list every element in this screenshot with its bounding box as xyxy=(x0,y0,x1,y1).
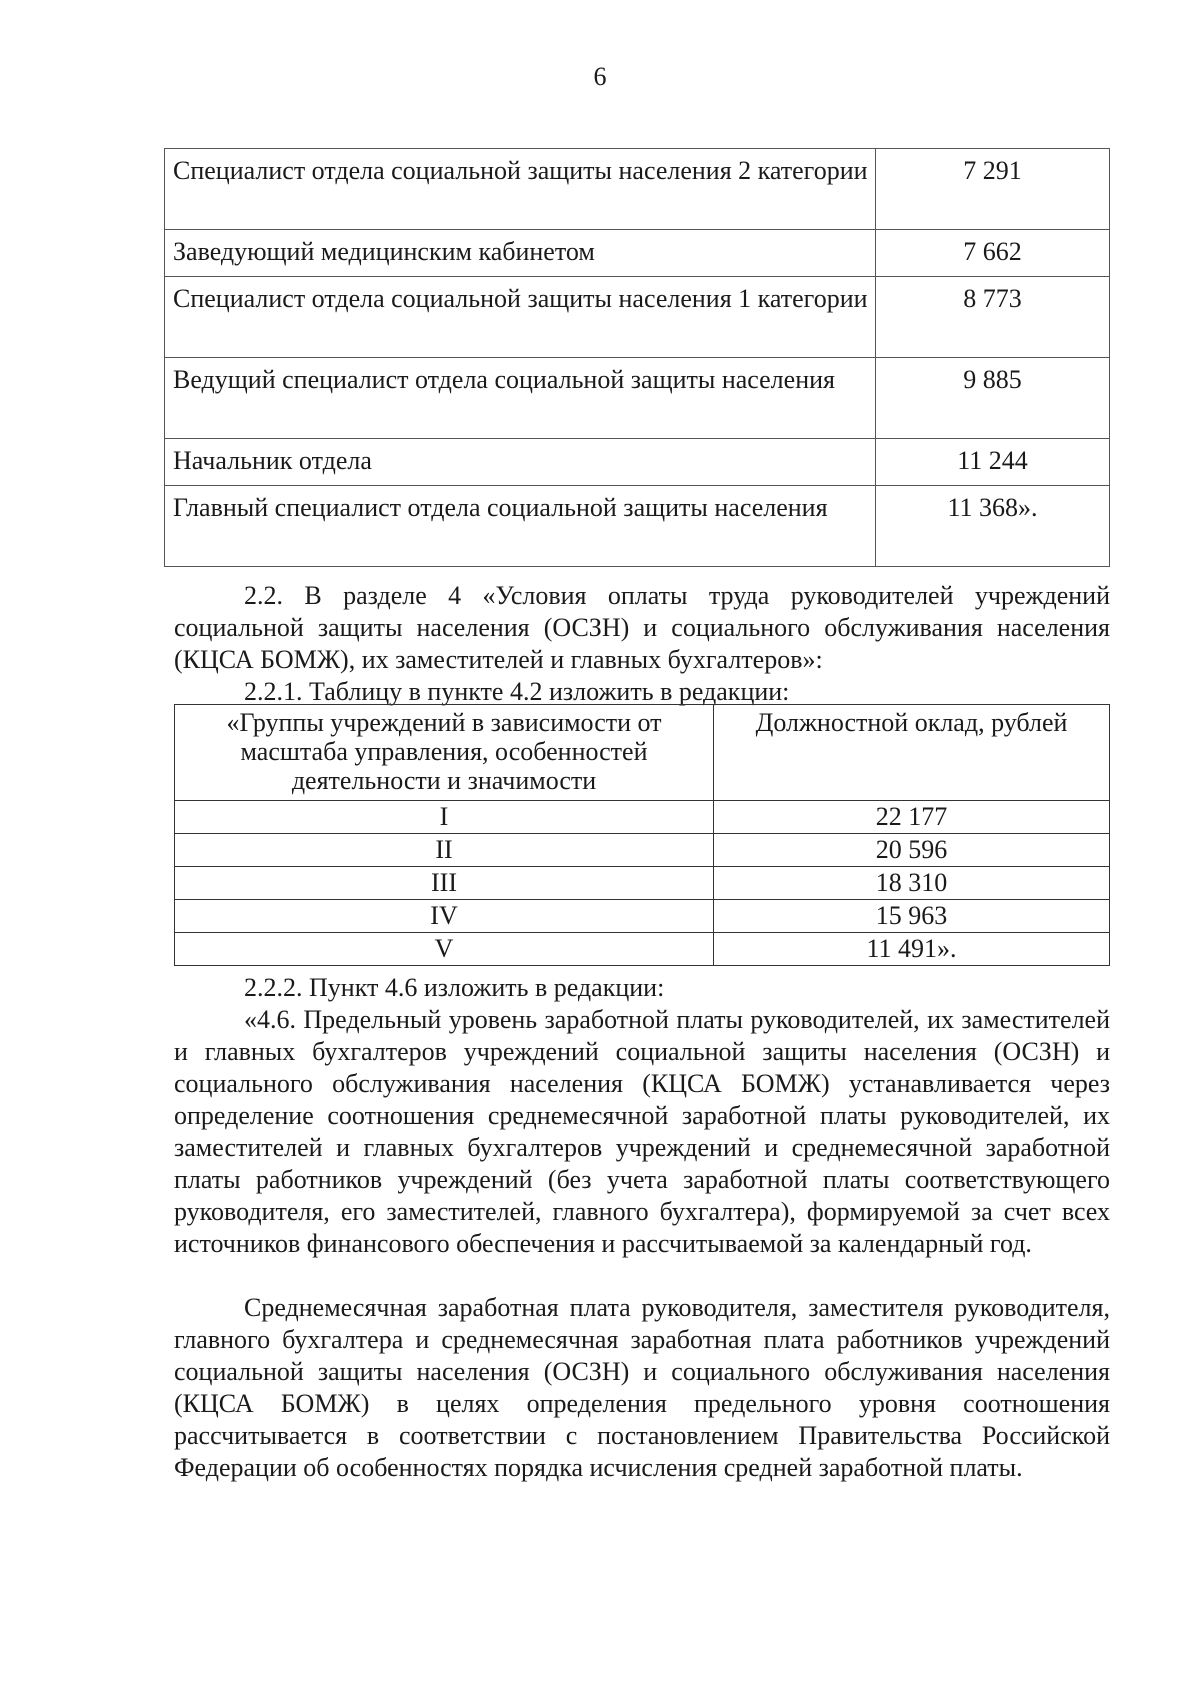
section-2-2-text: 2.2. В разделе 4 «Условия оплаты труда руководителей учреждений социальной защиты населения (ОСЗН) и социального обслуживания населения (КЦСА БОМЖ), их заместителей и главных бухгалтеров»: xyxy=(174,581,1110,674)
groups-table xyxy=(174,704,1110,966)
salary-cell: 11 368». xyxy=(876,486,1110,567)
group-cell: I xyxy=(175,801,714,834)
salary-cell: 7 662 xyxy=(876,230,1110,277)
table-row xyxy=(165,358,1110,439)
salary-table xyxy=(164,148,1110,567)
salary-cell: 9 885 xyxy=(876,358,1110,439)
paragraph-4-6: «4.6. Предельный уровень заработной платы руководителей, их заместителей и главных бухгалтеров учреждений социальной защиты населения (ОСЗН) и социального обслуживания населения (КЦСА БОМЖ) устанавливается через определение соотношения среднемесячной заработной платы руководителей, их заместителей и главных бухгалтеров учреждений и среднемесячной заработной платы работников учреждений (без учета заработной платы соответствующего руководителя, его заместителей, главного бухгалтера), формируемой за счет всех источников финансового обеспечения и рассчитываемой за календарный год. xyxy=(174,1005,1110,1258)
table-row xyxy=(165,230,1110,277)
position-cell: Заведующий медицинским кабинетом xyxy=(165,230,876,277)
salary-cell: 7 291 xyxy=(876,149,1110,230)
position-cell: Главный специалист отдела социальной защиты населения xyxy=(165,486,876,567)
table-row xyxy=(175,834,1110,867)
salary-cell: 22 177 xyxy=(714,801,1110,834)
section-2-2-1-text: 2.2.1. Таблицу в пункте 4.2 изложить в редакции: xyxy=(244,677,790,706)
section-2-2-2-text: 2.2.2. Пункт 4.6 изложить в редакции: xyxy=(244,973,665,1002)
table-row xyxy=(165,149,1110,230)
salary-cell: 20 596 xyxy=(714,834,1110,867)
group-cell: V xyxy=(175,933,714,966)
table-row xyxy=(165,277,1110,358)
paragraph-average-salary: Среднемесячная заработная плата руководителя, заместителя руководителя, главного бухгалтера и среднемесячная заработная плата работников учреждений социальной защиты населения (ОСЗН) и социального обслуживания населения (КЦСА БОМЖ) в целях определения предельного уровня соотношения рассчитывается в соответствии с постановлением Правительства Российской Федерации об особенностях порядка исчисления средней заработной платы. xyxy=(174,1293,1110,1482)
salary-cell: 11 491». xyxy=(714,933,1110,966)
salary-cell: 18 310 xyxy=(714,867,1110,900)
salary-cell: 15 963 xyxy=(714,900,1110,933)
table-row xyxy=(165,486,1110,567)
position-cell: Специалист отдела социальной защиты населения 1 категории xyxy=(165,277,876,358)
table-header-row xyxy=(175,705,1110,801)
position-cell: Ведущий специалист отдела социальной защиты населения xyxy=(165,358,876,439)
position-cell: Специалист отдела социальной защиты населения 2 категории xyxy=(165,149,876,230)
salary-cell: 8 773 xyxy=(876,277,1110,358)
table-row xyxy=(175,933,1110,966)
table-row xyxy=(175,867,1110,900)
table-row xyxy=(175,801,1110,834)
group-column-header: «Группы учреждений в зависимости от масштаба управления, особенностей деятельности и значимости xyxy=(175,705,714,801)
group-cell: II xyxy=(175,834,714,867)
page-number: 6 xyxy=(593,62,607,91)
group-cell: IV xyxy=(175,900,714,933)
group-cell: III xyxy=(175,867,714,900)
table-row xyxy=(165,439,1110,486)
salary-column-header: Должностной оклад, рублей xyxy=(714,705,1110,801)
salary-cell: 11 244 xyxy=(876,439,1110,486)
position-cell: Начальник отдела xyxy=(165,439,876,486)
table-row xyxy=(175,900,1110,933)
